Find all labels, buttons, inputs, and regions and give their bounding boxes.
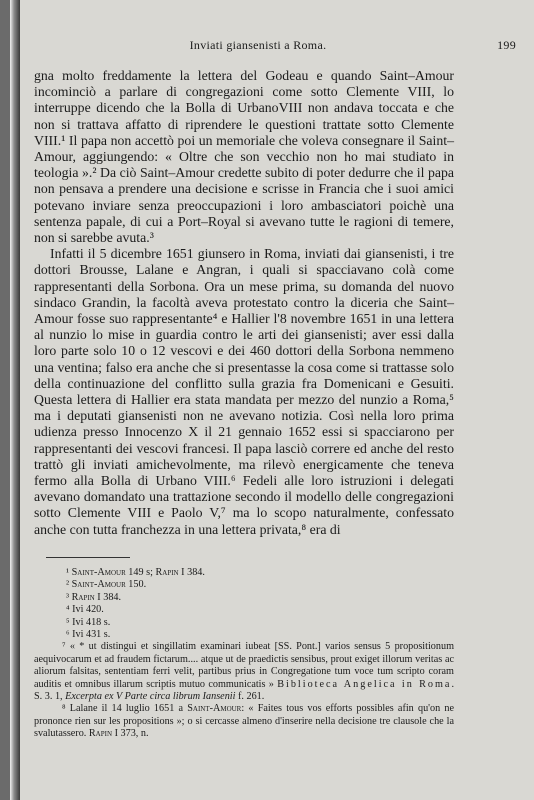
footnote: ¹ Saint-Amour 149 s; Rapin I 384. xyxy=(66,567,205,578)
footnote: ⁷ « * ut distingui et singillatim examinari iubeat [SS. Pont.] varios sensus 5 propositionum aequivocarum et ad fraudem fictarum.... atque ut de praedictis sensibus, prout exiget illorum veritas ac aliorum falsitas, sententiam ferri velit, partibus prius in Congregatione tum voce tum scripto coram auditis et omnibus illarum scriptis mutuo communicatis » Biblioteca Angelica in Roma. S. 3. 1, Excerpta ex V Parte circa librum Iansenii f. 261. xyxy=(34,641,455,703)
footnote: ³ Rapin I 384. xyxy=(66,591,122,603)
footnote: ⁶ Ivi 431 s. xyxy=(66,629,111,641)
book-page xyxy=(10,0,534,800)
running-title: Inviati giansenisti a Roma. xyxy=(189,38,327,52)
footnote: ⁵ Ivi 418 s. xyxy=(66,616,111,628)
footnote-rule xyxy=(46,557,130,558)
page-header xyxy=(40,38,516,56)
paragraph: Infatti il 5 dicembre 1651 giunsero in Roma, inviati dai giansenisti, i tre dottori Brousse, Lalane e Angran, i quali si spacciavano colà come rappresentanti della Sorbona. Ora un mese prima, su domanda del nuovo sindaco Grandin, la facoltà aveva protestato contro la diceria che Saint–Amour fosse suo rappresentante⁴ e Hallier l'8 novembre 1651 in una lettera al nunzio lo mise in guardia contro le arti dei giansenisti; aver essi dalla loro parte solo 10 o 12 vescovi e dei 460 dottori della Sorbona nemmeno una ventina; falso era anche che si presentasse la cosa come si trattasse solo della continuazione del conflitto sulla grazia fra Domenicani e Gesuiti. Questa lettera di Hallier era stata mandata per mezzo del nunzio a Roma,⁵ ma i deputati giansenisti non ne avevano notizia. Così nella loro prima udienza presso Innocenzo X il 21 gennaio 1652 essi si spacciarono per rappresentanti dei vescovi francesi. Il papa lasciò correre ed anche del resto trattò gli inviati amichevolmente, ma rilevò energicamente che teneva fermo alla Bolla di Urbano VIII.⁶ Fedeli alle loro istruzioni i delegati avevano domandato una trattazione secondo il modello delle congregazioni sotto Clemente VIII e Paolo V,⁷ ma lo scopo naturalmente, confessato anche con tutta franchezza in una lettera privata,⁸ era di xyxy=(34,246,454,537)
paragraph: gna molto freddamente la lettera del Godeau e quando Saint–Amour incominciò a parlare di congregazioni come sotto Clemente VIII, lo interruppe dicendo che la Bolla di UrbanoVIII non andava toccata e che non si trattava affatto di riprendere le questioni trattate sotto Clemente VIII.¹ Il papa non accettò poi un memoriale che voleva consegnare il Saint–Amour, aggiungendo: « Oltre che son vecchio non ho mai studiato in teologia ».² Da ciò Saint–Amour credette subito di poter dedurre che il papa non pensava a prendere una decisione e scrisse in Francia che i suoi amici potevano inviare senza preoccupazioni i loro ambasciatori poichè una sentenza papale, di cui a Port–Royal si avevano tutte le ragioni di temere, non si sarebbe avuta.³ xyxy=(34,68,454,246)
footnote: ⁴ Ivi 420. xyxy=(66,604,104,616)
page-edge xyxy=(10,0,20,800)
page-number: 199 xyxy=(497,38,516,52)
footnote: ² Saint-Amour 150. xyxy=(66,579,147,591)
body-text xyxy=(34,68,454,538)
footnote: ⁸ Lalane il 14 luglio 1651 a Saint-Amour: « Faites tous vos efforts possibles afin qu'on ne prononce rien sur les propositions »; o si cercasse almeno d'inserire nella decisione tre clausole che la svalutassero. Rapin I 373, n. xyxy=(34,703,454,740)
footnotes xyxy=(34,567,454,741)
